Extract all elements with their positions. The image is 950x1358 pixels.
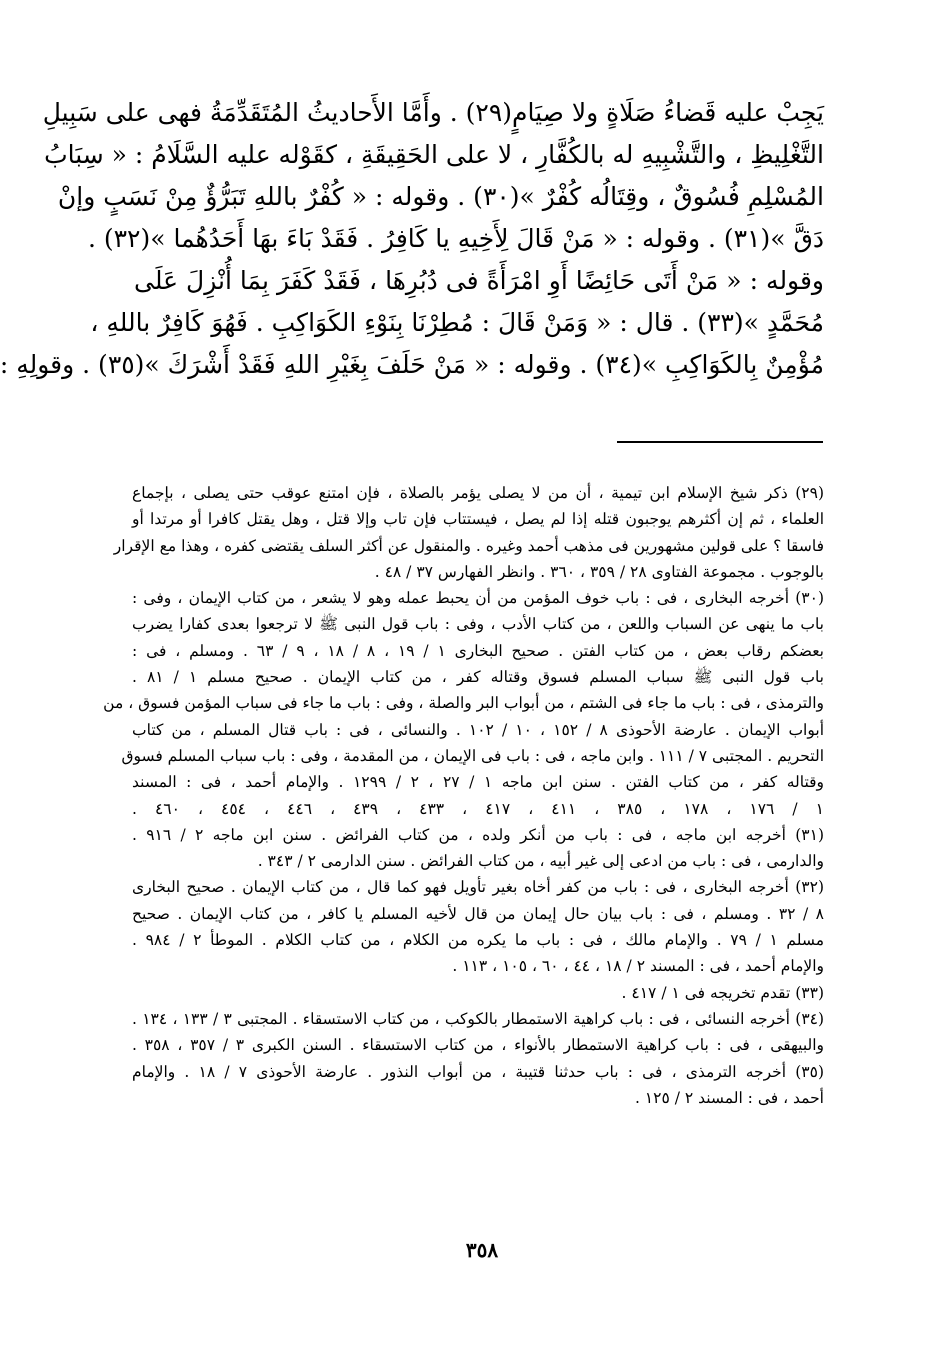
main-text-line: مُحَمَّدٍ »(٣٣) . قال : « وَمَنْ قَالَ : مُطِرْنَا بِنَوْءِ الكَوَاكِبِ . فَهُوَ كَافِرٌ باللهِ ،	[90, 308, 824, 337]
footnote-line: العلماء ، ثم إن أكثرهم يوجبون قتله إذا لم يصل ، فيستتاب فإن تاب وإلا قتل ، وهل يقتل كافرا أو مرتدا أو	[132, 510, 824, 529]
footnote-line: فاسقا ؟ على قولين مشهورين فى مذهب أحمد وغيره . والمنقول عن أكثر السلف يقتضى كفره ، وهذا مع الإقرار	[113, 536, 824, 555]
footnote-line: (٣١) أخرجه ابن ماجه ، فى : باب من أنكر ولده ، من كتاب الفرائض . سنن ابن ماجه ٢ / ٩١٦ .	[132, 825, 824, 844]
footnote-line: مسلم ١ / ٧٩ . والإمام مالك ، فى : باب ما يكره من الكلام ، من كتاب الكلام . الموطأ ٢ / ٩٨٤ .	[132, 931, 825, 950]
footnote-line: (٣٤) أخرجه النسائى ، فى : باب كراهية الاستمطار بالكوكب ، من كتاب الاستسقاء . المجتبى ٣ / ١٣٣ ، ١٣٤ .	[132, 1009, 825, 1028]
footnote-line: بالوجوب . مجموعة الفتاوى ٢٨ / ٣٥٩ ، ٣٦٠ . وانظر الفهارس ٣٧ / ٤٨ .	[374, 562, 824, 581]
footnote-line: والإمام أحمد ، فى : المسند ٢ / ١٨ ، ٤٤ ، ٦٠ ، ١٠٥ ، ١١٣ .	[452, 957, 824, 976]
footnote-line: والبيهقى ، فى : باب كراهية الاستمطار بالأنواء ، من كتاب الاستسقاء . السنن الكبرى ٣ / ٣٥٧ ، ٣٥٨ .	[132, 1036, 825, 1055]
footnote-line: بعضكم رقاب بعض ، من كتاب الفتن . صحيح البخارى ١ / ١٩ ، ٨ / ١٨ ، ٩ / ٦٣ . ومسلم ، فى :	[132, 641, 824, 660]
main-text-line: التَّغْلِيظِ ، والتَّشْبِيهِ له بالكُفَّارِ ، لا على الحَقِيقَةِ ، كقَوْله عليه السَّلَامُ : « سِبَابُ	[44, 140, 824, 169]
footnote-line: (٣٥) أخرجه الترمذى ، فى : باب حدثنا قتيبة ، من أبواب النذور . عارضة الأحوذى ٧ / ١٨ . والإمام	[132, 1062, 824, 1081]
footnote-line: باب ما ينهى عن السباب واللعن ، من كتاب الأدب ، وفى : باب قول النبى ﷺ لا ترجعوا بعدى كفارا يضرب	[132, 615, 824, 634]
main-text-line: وقوله : « مَنْ أَتَى حَائِضًا أَوِ امْرَأَةً فى دُبُرِهَا ، فَقَدْ كَفَرَ بِمَا أُنْزِلَ عَلَى	[134, 266, 824, 295]
footnote-line: (٣٢) أخرجه البخارى ، فى : باب من كفر أخاه بغير تأويل فهو كما قال ، من كتاب الإيمان . صحيح البخارى	[132, 878, 824, 897]
footnote-line: (٣٠) أخرجه البخارى ، فى : باب خوف المؤمن من أن يحبط عمله وهو لا يشعر ، من كتاب الإيمان ، وفى :	[132, 589, 824, 608]
footnote-line: والدارمى ، فى : باب من ادعى إلى غير أبيه ، من كتاب الفرائض . سنن الدارمى ٢ / ٣٤٣ .	[257, 852, 824, 871]
main-text-line: مُؤْمِنٌ بِالكَوَاكِبِ »(٣٤) . وقوله : « مَنْ حَلَفَ بِغَيْرِ اللهِ فَقَدْ أَشْرَكَ »(٣٥) . وقولِهِ :	[0, 350, 824, 379]
main-text-line: دَقَّ »(٣١) . وقوله : « مَنْ قَالَ لِأَخِيهِ يا كَافِرُ . فَقَدْ بَاءَ بهَا أَحَدُهُما »(٣٢) .	[87, 224, 824, 253]
main-text-line: المُسْلِمِ فُسُوقٌ ، وقِتَالُه كُفْرٌ »(٣٠) . وقوله : « كُفْرٌ باللهِ تَبَرُّؤٌ مِنْ نَسَبٍ وإنْ	[57, 182, 824, 211]
footnote-line: (٢٩) ذكر شيخ الإسلام ابن تيمية ، أن من لا يصلى يؤمر بالصلاة ، فإن امتنع عوقب حتى يصلى ، بإجماع	[132, 484, 824, 502]
footnote-line: (٣٣) تقدم تخريجه فى ١ / ٤١٧ .	[621, 983, 824, 1002]
footnotes	[103, 480, 825, 1111]
footnote-line: وقتاله كفر ، من كتاب الفتن . سنن ابن ماجه ١ / ٢٧ ، ٢ / ١٢٩٩ . والإمام أحمد ، فى : المسند	[132, 773, 825, 792]
footnote-line: ١ / ١٧٦ ، ١٧٨ ، ٣٨٥ ، ٤١١ ، ٤١٧ ، ٤٣٣ ، ٤٣٩ ، ٤٤٦ ، ٤٥٤ ، ٤٦٠ .	[132, 799, 824, 818]
footnote-line: ٨ / ٣٢ . ومسلم ، فى : باب بيان حال إيمان من قال لأخيه المسلم يا كافر ، من كتاب الإيمان . صحيح	[132, 904, 824, 923]
footnote-line: التحريم . المجتبى ٧ / ١١١ . وابن ماجه ، فى : باب فى الإيمان ، من المقدمة ، وفى : باب سباب المسلم فسوق	[121, 746, 824, 765]
footnote-line: باب قول النبى ﷺ سباب المسلم فسوق وقتاله كفر ، من كتاب الإيمان . صحيح مسلم ١ / ٨١ .	[132, 668, 824, 687]
footnote-separator	[617, 441, 823, 443]
main-text-body	[0, 92, 824, 386]
footnote-line: والترمذى ، فى : باب ما جاء فى الشتم ، من أبواب البر والصلة ، وفى : باب ما جاء فى سباب المؤمن فسوق ، من	[103, 694, 824, 713]
footnote-line: أبواب الإيمان . عارضة الأحوذى ٨ / ١٥٢ ، ١٠ / ١٠٢ . والنسائى ، فى : باب قتال المسلم ، من كتاب	[132, 720, 824, 739]
page-number: ٣٥٨	[465, 1238, 499, 1262]
main-text-line: يَجِبْ عليه قَضاءُ صَلَاةٍ ولا صِيَامٍ(٢٩) . وأَمَّا الأَحاديثُ المُتَقَدِّمَةُ فهى على سَبِيلِ	[42, 98, 824, 127]
footnote-line: أحمد ، فى : المسند ٢ / ١٢٥ .	[634, 1088, 824, 1107]
